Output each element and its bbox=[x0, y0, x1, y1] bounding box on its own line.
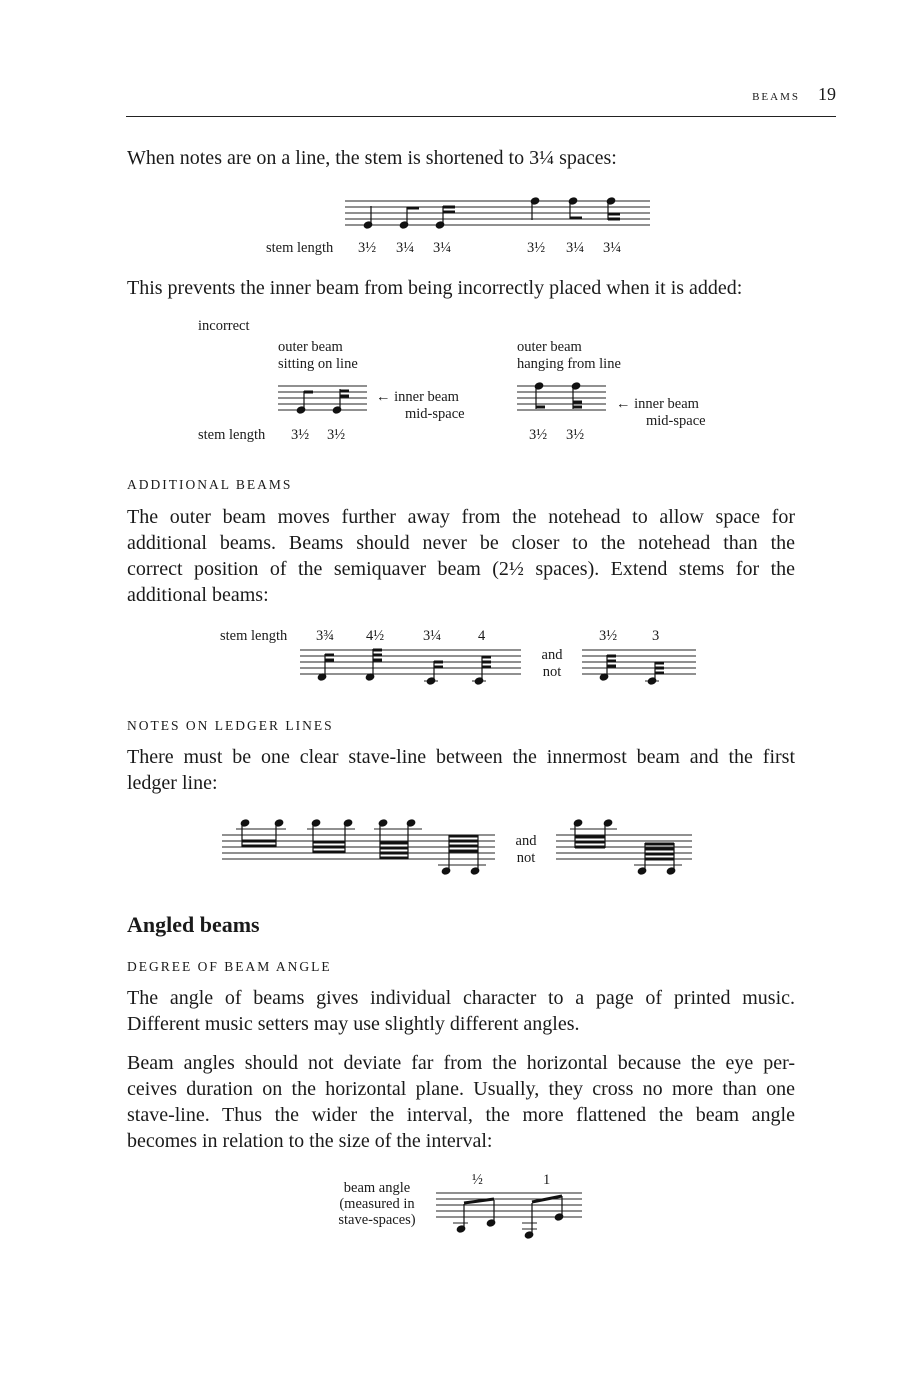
ex2-incorrect-label: incorrect bbox=[198, 318, 250, 334]
ex2-inner-beam-label: ← inner beam bbox=[376, 389, 459, 405]
ex2-value: 3½ bbox=[327, 427, 346, 443]
ex3-value: 3¼ bbox=[423, 628, 442, 644]
ex3-value: 3 bbox=[652, 628, 660, 644]
ex3-value: 3½ bbox=[599, 628, 618, 644]
subheading-additional-beams: ADDITIONAL BEAMS bbox=[127, 477, 293, 492]
ex3-stem-length-label: stem length bbox=[220, 628, 288, 644]
ex2-inner-beam-label-right: ← inner beam bbox=[616, 396, 699, 412]
ex3-and-label: and bbox=[541, 647, 563, 663]
ex1-value: 3¼ bbox=[433, 240, 452, 256]
ex3-value: 3¾ bbox=[316, 628, 335, 644]
paragraph-additional-beams: The outer beam moves further away from the notehead to allow space for additional beams. Beams should never be closer to the notehead than the correct position of the semiquaver beam (2½ spaces). Extend stems for the additional beams: bbox=[127, 506, 795, 606]
ex3-value: 4½ bbox=[366, 628, 385, 644]
ex1-value: 3¼ bbox=[396, 240, 415, 256]
ex5-value: 1 bbox=[543, 1172, 551, 1188]
ex5-label-line3: stave-spaces) bbox=[338, 1212, 416, 1228]
ex3-value: 4 bbox=[478, 628, 486, 644]
ex2-value: 3½ bbox=[529, 427, 548, 443]
paragraph-beam-angles: Beam angles should not deviate far from the horizontal because the eye per- ceives duration on the horizontal plane. Usually, they cross no more than one stave-line. Thus the wider the interval, the more flattened the beam angle becomes in relation to the size of the interval: bbox=[127, 1052, 795, 1152]
ex5-value: ½ bbox=[472, 1172, 483, 1188]
ex2-stem-length-label: stem length bbox=[198, 427, 266, 443]
ex1-stem-length-label: stem length bbox=[266, 240, 334, 256]
ex2-right-caption-line2: hanging from line bbox=[517, 356, 621, 372]
ex5-label-line2: (measured in bbox=[339, 1196, 415, 1212]
ex4-and-label: and bbox=[515, 833, 537, 849]
ex1-value: 3¼ bbox=[603, 240, 622, 256]
subheading-beam-angle: DEGREE OF BEAM ANGLE bbox=[127, 959, 332, 974]
ex1-value: 3½ bbox=[358, 240, 377, 256]
page-number: 19 bbox=[818, 84, 836, 104]
ex2-value: 3½ bbox=[291, 427, 310, 443]
paragraph-beam-character: The angle of beams gives individual character to a page of printed music. Different music setters may use slightly different angles. bbox=[127, 987, 795, 1035]
section-title: beams bbox=[752, 87, 800, 104]
subheading-ledger-lines: NOTES ON LEDGER LINES bbox=[127, 718, 334, 733]
paragraph-ledger-lines: There must be one clear stave-line between the innermost beam and the first ledger line: bbox=[127, 746, 795, 794]
ex4-not-label: not bbox=[516, 850, 536, 866]
ex2-right-caption-line1: outer beam bbox=[517, 339, 582, 355]
ex1-value: 3½ bbox=[527, 240, 546, 256]
heading-angled-beams: Angled beams bbox=[127, 912, 260, 937]
ex2-mid-space-label: mid-space bbox=[405, 406, 465, 422]
ex3-not-label: not bbox=[542, 664, 562, 680]
ex1-value: 3¼ bbox=[566, 240, 585, 256]
paragraph-prevents-inner-beam: This prevents the inner beam from being incorrectly placed when it is added: bbox=[127, 277, 743, 299]
ex2-value: 3½ bbox=[566, 427, 585, 443]
paragraph-stem-shortened: When notes are on a line, the stem is shortened to 3¼ spaces: bbox=[127, 147, 617, 169]
ex2-mid-space-label-right: mid-space bbox=[646, 413, 706, 429]
ex2-left-caption-line1: outer beam bbox=[278, 339, 343, 355]
ex5-label-line1: beam angle bbox=[343, 1180, 411, 1196]
ex2-left-caption-line2: sitting on line bbox=[278, 356, 358, 372]
